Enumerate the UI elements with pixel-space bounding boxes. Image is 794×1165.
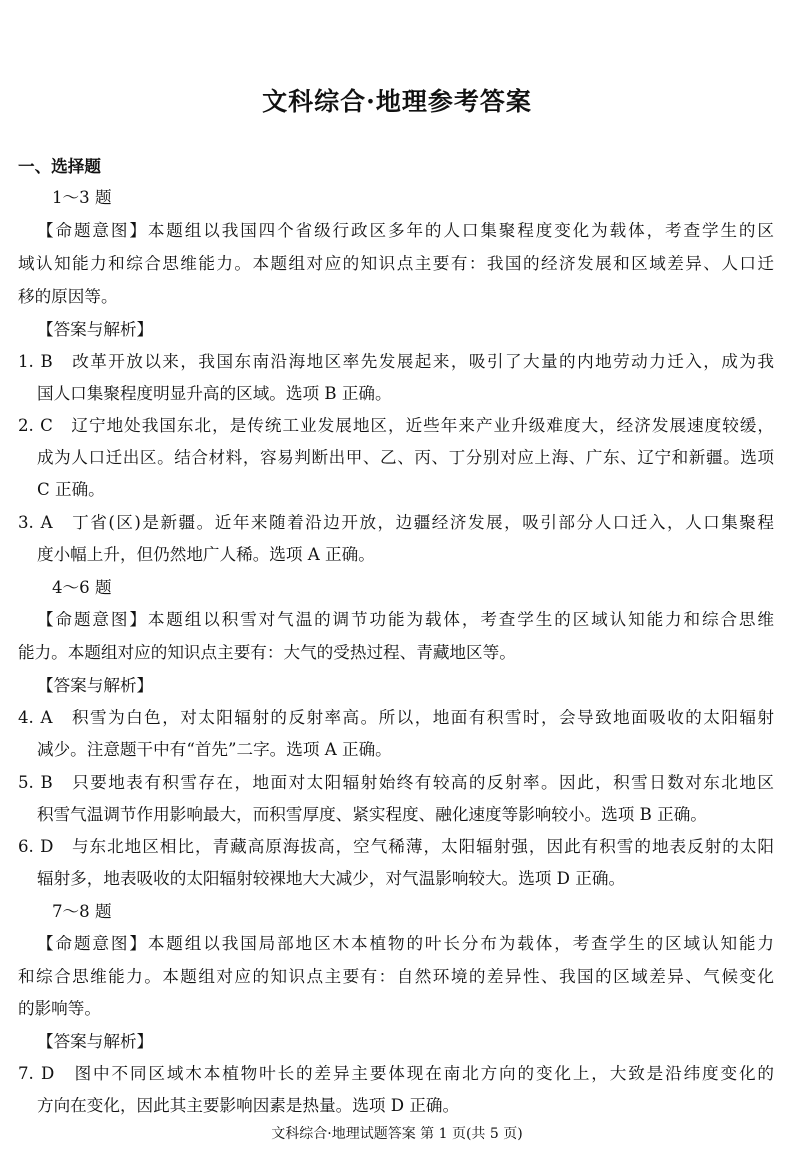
intent-line: 能力。本题组对应的知识点主要有：大气的受热过程、青藏地区等。 [18, 643, 516, 662]
answer-q3: 度小幅上升，但仍然地广人稀。选项 A 正确。 [37, 545, 375, 564]
group-range-7-8: 7～8 题 [52, 902, 112, 921]
answer-q4: 4. A 积雪为白色，对太阳辐射的反射率高。所以，地面有积雪时，会导致地面吸收的太阳辐射 [18, 708, 774, 727]
answer-header: 【答案与解析】 [37, 676, 154, 695]
section-heading-choice: 一、选择题 [18, 156, 101, 176]
intent-line: 【命题意图】本题组以积雪对气温的调节功能为载体，考查学生的区域认知能力和综合思维 [37, 610, 774, 629]
answer-q7: 7. D 图中不同区域木本植物叶长的差异主要体现在南北方向的变化上，大致是沿纬度变化的 [18, 1064, 774, 1083]
answer-q2: 2. C 辽宁地处我国东北，是传统工业发展地区，近些年来产业升级难度大，经济发展速度较缓， [18, 416, 774, 435]
answer-q4: 减少。注意题干中有“首先”二字。选项 A 正确。 [37, 740, 392, 759]
group-range-1-3: 1～3 题 [52, 188, 112, 207]
answer-q3: 3. A 丁省(区)是新疆。近年来随着沿边开放，边疆经济发展，吸引部分人口迁入，人口集聚程 [18, 513, 774, 532]
intent-line: 域认知能力和综合思维能力。本题组对应的知识点主要有：我国的经济发展和区域差异、人口迁 [18, 254, 774, 273]
answer-q1: 1. B 改革开放以来，我国东南沿海地区率先发展起来，吸引了大量的内地劳动力迁入，成为我 [18, 352, 774, 371]
intent-line: 的影响等。 [18, 999, 101, 1018]
group-range-4-6: 4～6 题 [52, 578, 112, 597]
intent-line: 移的原因等。 [18, 287, 118, 306]
answer-q7: 方向在变化，因此其主要影响因素是热量。选项 D 正确。 [37, 1096, 460, 1115]
answer-q2: C 正确。 [37, 480, 105, 499]
intent-line: 【命题意图】本题组以我国四个省级行政区多年的人口集聚程度变化为载体，考查学生的区 [37, 221, 774, 240]
answer-header: 【答案与解析】 [37, 320, 154, 339]
intent-line: 和综合思维能力。本题组对应的知识点主要有：自然环境的差异性、我国的区域差异、气候变化 [18, 967, 774, 986]
page-footer: 文科综合·地理试题答案 第 1 页(共 5 页) [271, 1126, 523, 1142]
intent-line: 【命题意图】本题组以我国局部地区木本植物的叶长分布为载体，考查学生的区域认知能力 [37, 934, 774, 953]
answer-q6: 6. D 与东北地区相比，青藏高原海拔高，空气稀薄，太阳辐射强，因此有积雪的地表反射的太阳 [18, 837, 774, 856]
answer-header: 【答案与解析】 [37, 1032, 154, 1051]
answer-q2: 成为人口迁出区。结合材料，容易判断出甲、乙、丙、丁分别对应上海、广东、辽宁和新疆。选项 [37, 448, 774, 467]
answer-q5: 5. B 只要地表有积雪存在，地面对太阳辐射始终有较高的反射率。因此，积雪日数对东北地区 [18, 773, 774, 792]
answer-q5: 积雪气温调节作用影响最大，而积雪厚度、紧实程度、融化速度等影响较小。选项 B 正确。 [37, 805, 707, 824]
answer-q6: 辐射多，地表吸收的太阳辐射较裸地大大减少，对气温影响较大。选项 D 正确。 [37, 869, 626, 888]
answer-q1: 国人口集聚程度明显升高的区域。选项 B 正确。 [37, 384, 392, 403]
page-title: 文科综合·地理参考答案 [262, 87, 532, 116]
